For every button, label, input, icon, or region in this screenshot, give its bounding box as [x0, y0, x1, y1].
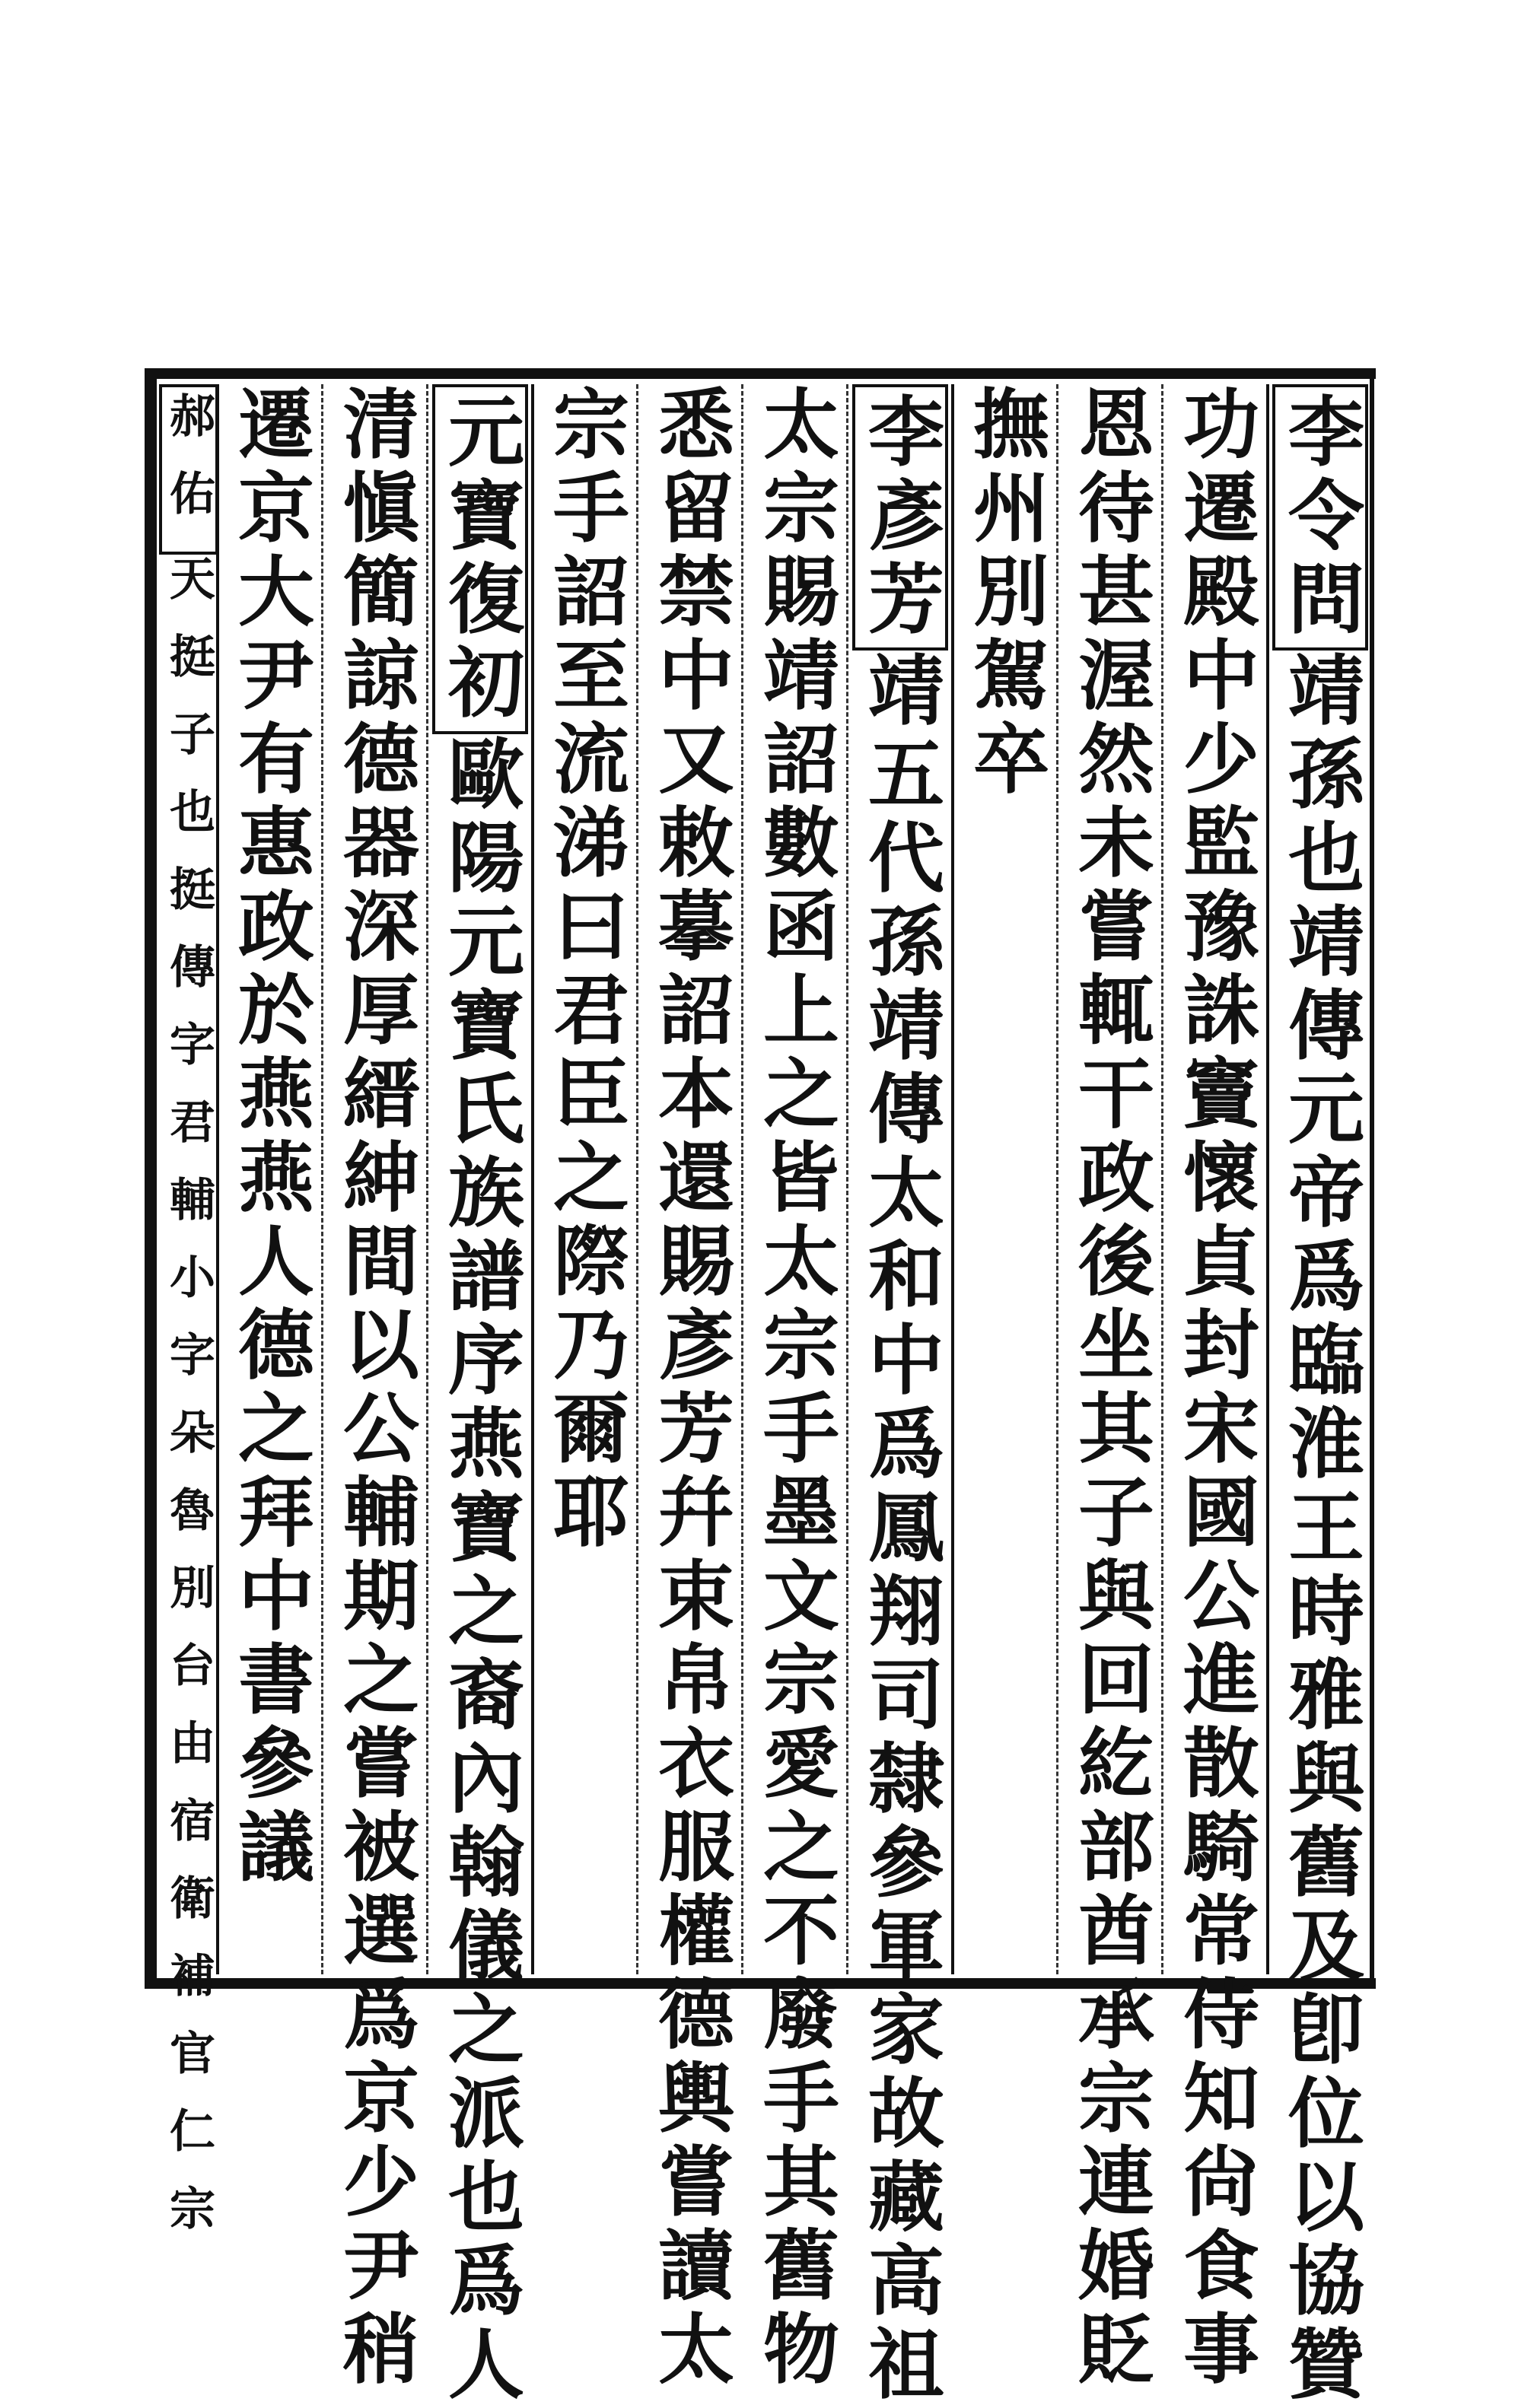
column-text: 功遷殿中少監豫誅竇懷貞封宋國公進散騎常侍知尙食事	[1170, 384, 1260, 2393]
column-text: 天挺子也挺傳字君輔小字朵魯別台由宿衛補官仁宗	[162, 555, 215, 2262]
column-text: 宗手詔至流涕曰君臣之際乃爾耶	[540, 384, 630, 1556]
entry-heading: 元寶復初	[432, 384, 528, 734]
text-column-2	[1163, 384, 1268, 2393]
text-column-9	[428, 384, 533, 2408]
column-text: 遷京大尹有惠政於燕燕人德之拜中書參議	[225, 384, 315, 1891]
entry-heading: 李彥芳	[852, 384, 948, 651]
text-column-3	[1058, 384, 1163, 2393]
frame-left-rule	[145, 368, 157, 1989]
column-text: 悉留禁中又敕摹詔本還賜彥芳幷束帛衣服權德輿嘗讀太	[645, 384, 735, 2393]
text-column-6	[743, 384, 848, 2393]
text-column-12	[161, 384, 216, 2262]
column-text: 撫州別駕卒	[960, 384, 1050, 803]
column-text: 歐陽元寶氏族譜序燕寶之裔內翰儀之派也爲人	[435, 734, 525, 2408]
column-text: 太宗賜靖詔數函上之皆太宗手墨文宗愛之不廢手其舊物	[750, 384, 840, 2393]
column-text: 靖孫也靖傳元帝爲臨淮王時雅與舊及卽位以協贊	[1275, 651, 1365, 2408]
text-column-1	[1268, 384, 1373, 2408]
text-column-4	[953, 384, 1058, 1974]
entry-heading: 郝佑	[159, 384, 218, 555]
frame-top-rule	[145, 368, 1376, 379]
text-column-11	[218, 384, 323, 1974]
entry-heading: 李令問	[1272, 384, 1368, 651]
text-column-8	[533, 384, 638, 1974]
text-column-5	[848, 384, 953, 2408]
column-text: 恩待甚渥然未嘗輒干政後坐其子與回紇部酋承宗連婚貶	[1065, 384, 1155, 2393]
text-column-7	[638, 384, 743, 2393]
text-column-10	[323, 384, 428, 2393]
column-divider	[216, 384, 219, 1974]
column-text: 靖五代孫靖傳太和中爲鳳翔司隸參軍家故藏高祖	[855, 651, 945, 2408]
column-text: 清愼簡諒德器深厚縉紳間以公輔期之嘗被選爲京少尹稍	[330, 384, 420, 2393]
